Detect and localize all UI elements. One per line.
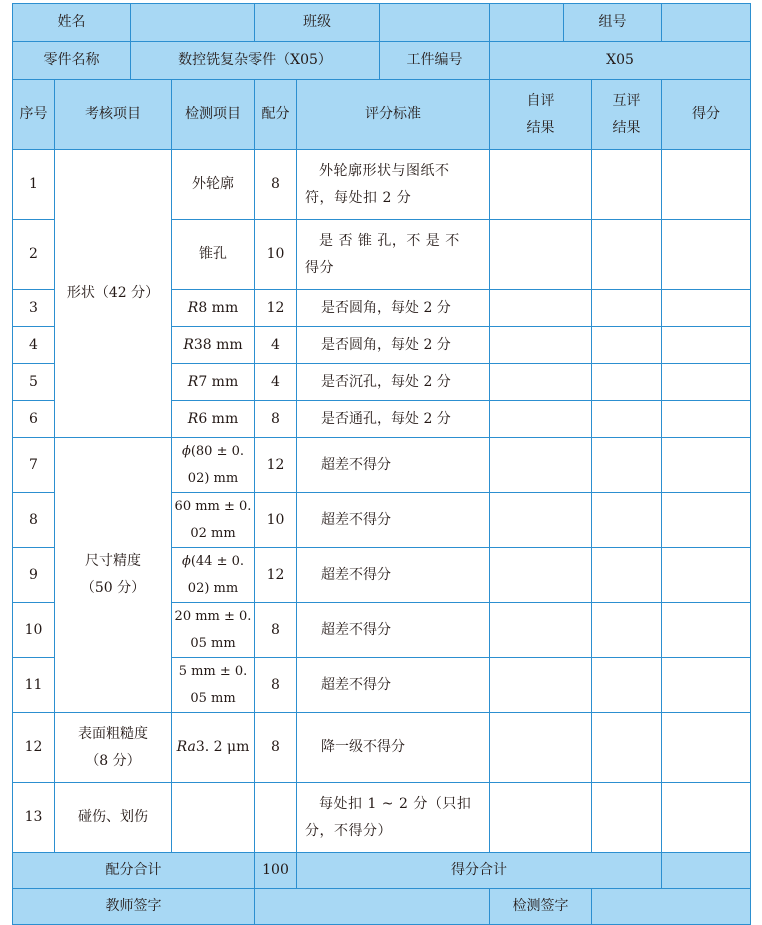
criteria-line: 得分 — [305, 259, 334, 276]
peer-eval-cell[interactable] — [592, 603, 662, 658]
check-value: 6 mm — [198, 410, 239, 427]
self-eval-cell[interactable] — [490, 327, 592, 364]
group-roughness — [55, 713, 172, 783]
points-total-label: 配分合计 — [13, 853, 255, 889]
score-cell[interactable] — [662, 438, 751, 493]
peer-eval-cell[interactable] — [592, 658, 662, 713]
row-check — [172, 290, 255, 327]
group-shape: 形状（42 分） — [55, 150, 172, 438]
row-points: 8 — [255, 603, 297, 658]
points-total-value: 100 — [255, 853, 297, 889]
group-label: 组号 — [564, 4, 662, 42]
check-value: 7 mm — [198, 373, 239, 390]
peer-eval-cell[interactable] — [592, 493, 662, 548]
row-check — [172, 548, 255, 603]
row-seq: 10 — [13, 603, 55, 658]
criteria-line: 每处扣 1 ~ 2 分（只扣 — [319, 795, 472, 812]
teacher-sign-label: 教师签字 — [13, 889, 255, 925]
col-points-header: 配分 — [255, 80, 297, 150]
group-dimension-line-2: （50 分） — [80, 580, 146, 596]
check-value: (80 ± 0. 02) mm — [187, 444, 245, 486]
score-cell[interactable] — [662, 658, 751, 713]
row-check — [172, 327, 255, 364]
table-row — [13, 438, 751, 493]
check-value: (44 ± 0. 02) mm — [187, 554, 245, 596]
self-eval-cell[interactable] — [490, 150, 592, 220]
row-points: 4 — [255, 327, 297, 364]
name-label: 姓名 — [13, 4, 131, 42]
group-field[interactable] — [662, 4, 751, 42]
row-seq: 11 — [13, 658, 55, 713]
row-points: 12 — [255, 438, 297, 493]
group-roughness-line-1: 表面粗糙度 — [78, 725, 148, 742]
criteria-line: 分，不得分） — [305, 822, 392, 839]
check-value: 8 mm — [198, 299, 239, 316]
row-check: 锥孔 — [172, 220, 255, 290]
check-prefix: ϕ — [181, 444, 191, 459]
self-eval-cell[interactable] — [490, 783, 592, 853]
row-criteria: 是否圆角，每处 2 分 — [297, 327, 490, 364]
score-cell[interactable] — [662, 220, 751, 290]
row-criteria: 超差不得分 — [297, 493, 490, 548]
check-value: 3. 2 μm — [195, 739, 250, 755]
score-cell[interactable] — [662, 548, 751, 603]
self-eval-cell[interactable] — [490, 364, 592, 401]
row-seq: 2 — [13, 220, 55, 290]
row-check — [172, 438, 255, 493]
criteria-line: 是 否 锥 孔，不 是 不 — [319, 232, 460, 249]
check-value: 5 mm ± 0. 05 mm — [178, 664, 248, 706]
table-row — [13, 783, 751, 853]
row-seq: 8 — [13, 493, 55, 548]
class-label: 班级 — [255, 4, 380, 42]
score-cell[interactable] — [662, 327, 751, 364]
row-seq: 13 — [13, 783, 55, 853]
row-seq: 4 — [13, 327, 55, 364]
inspector-sign-field[interactable] — [592, 889, 751, 925]
group-dimension-line-1: 尺寸精度 — [85, 553, 141, 569]
row-check — [172, 401, 255, 438]
self-eval-cell[interactable] — [490, 401, 592, 438]
self-eval-line-1: 自评 — [526, 92, 555, 109]
peer-eval-cell[interactable] — [592, 290, 662, 327]
table-row — [13, 713, 751, 783]
row-points: 10 — [255, 220, 297, 290]
row-seq: 6 — [13, 401, 55, 438]
row-points: 8 — [255, 713, 297, 783]
check-prefix: ϕ — [181, 554, 191, 569]
row-check — [172, 658, 255, 713]
row-check — [172, 713, 255, 783]
check-value: 38 mm — [193, 336, 243, 353]
peer-eval-line-1: 互评 — [612, 92, 641, 109]
criteria-line: 外轮廓形状与图纸不 — [319, 162, 450, 179]
row-points: 8 — [255, 150, 297, 220]
peer-eval-cell[interactable] — [592, 783, 662, 853]
teacher-sign-field[interactable] — [255, 889, 490, 925]
peer-eval-cell[interactable] — [592, 713, 662, 783]
col-peer-eval-header — [592, 80, 662, 150]
row-criteria: 超差不得分 — [297, 603, 490, 658]
self-eval-cell[interactable] — [490, 438, 592, 493]
check-value: 20 mm ± 0. 05 mm — [174, 609, 252, 651]
row-criteria: 是否通孔，每处 2 分 — [297, 401, 490, 438]
peer-eval-cell[interactable] — [592, 438, 662, 493]
score-cell[interactable] — [662, 783, 751, 853]
check-prefix: R — [187, 410, 199, 427]
criteria-line: 符，每处扣 2 分 — [305, 189, 412, 206]
self-eval-line-2: 结果 — [526, 119, 555, 136]
part-name-value: 数控铣复杂零件（X05） — [131, 42, 380, 80]
score-cell[interactable] — [662, 713, 751, 783]
self-eval-cell[interactable] — [490, 713, 592, 783]
peer-eval-cell[interactable] — [592, 364, 662, 401]
row-criteria — [297, 220, 490, 290]
row-criteria: 降一级不得分 — [297, 713, 490, 783]
row-criteria: 超差不得分 — [297, 438, 490, 493]
check-prefix: R — [187, 299, 199, 316]
row-criteria: 超差不得分 — [297, 548, 490, 603]
row-points: 8 — [255, 658, 297, 713]
col-seq-header: 序号 — [13, 80, 55, 150]
row-points: 8 — [255, 401, 297, 438]
assessment-table — [12, 3, 751, 925]
workpiece-no-value: X05 — [490, 42, 751, 80]
row-seq: 12 — [13, 713, 55, 783]
score-cell[interactable] — [662, 290, 751, 327]
row-check: 外轮廓 — [172, 150, 255, 220]
row-check — [172, 783, 255, 853]
peer-eval-cell[interactable] — [592, 401, 662, 438]
row-seq: 3 — [13, 290, 55, 327]
score-total-label: 得分合计 — [297, 853, 662, 889]
self-eval-cell[interactable] — [490, 493, 592, 548]
row-seq: 5 — [13, 364, 55, 401]
self-eval-cell[interactable] — [490, 658, 592, 713]
score-cell[interactable] — [662, 150, 751, 220]
row-points — [255, 783, 297, 853]
col-score-header: 得分 — [662, 80, 751, 150]
row-points: 12 — [255, 548, 297, 603]
peer-eval-cell[interactable] — [592, 220, 662, 290]
check-prefix: R — [183, 336, 194, 353]
peer-eval-cell[interactable] — [592, 548, 662, 603]
group-roughness-line-2: （8 分） — [85, 752, 141, 769]
row-points: 4 — [255, 364, 297, 401]
check-value: 60 mm ± 0. 02 mm — [174, 499, 252, 541]
score-cell[interactable] — [662, 493, 751, 548]
row-criteria — [297, 150, 490, 220]
self-eval-cell[interactable] — [490, 548, 592, 603]
name-field[interactable] — [131, 4, 255, 42]
row-criteria: 是否沉孔，每处 2 分 — [297, 364, 490, 401]
col-check-header: 检测项目 — [172, 80, 255, 150]
self-eval-cell[interactable] — [490, 603, 592, 658]
group-damage: 碰伤、划伤 — [55, 783, 172, 853]
row-check — [172, 364, 255, 401]
row-seq: 1 — [13, 150, 55, 220]
row-points: 12 — [255, 290, 297, 327]
peer-eval-cell[interactable] — [592, 327, 662, 364]
check-prefix: Ra — [176, 739, 196, 755]
score-total-field[interactable] — [662, 853, 751, 889]
group-dimension — [55, 438, 172, 713]
class-field-extra[interactable] — [490, 4, 564, 42]
col-criteria-header: 评分标准 — [297, 80, 490, 150]
row-check — [172, 493, 255, 548]
self-eval-cell[interactable] — [490, 220, 592, 290]
score-cell[interactable] — [662, 364, 751, 401]
row-seq: 7 — [13, 438, 55, 493]
class-field[interactable] — [380, 4, 490, 42]
row-check — [172, 603, 255, 658]
inspector-sign-label: 检测签字 — [490, 889, 592, 925]
score-cell[interactable] — [662, 603, 751, 658]
part-name-label: 零件名称 — [13, 42, 131, 80]
row-seq: 9 — [13, 548, 55, 603]
peer-eval-line-2: 结果 — [612, 119, 641, 136]
row-criteria: 是否圆角，每处 2 分 — [297, 290, 490, 327]
row-points: 10 — [255, 493, 297, 548]
table-row — [13, 150, 751, 220]
row-criteria — [297, 783, 490, 853]
peer-eval-cell[interactable] — [592, 150, 662, 220]
row-criteria: 超差不得分 — [297, 658, 490, 713]
workpiece-no-label: 工件编号 — [380, 42, 490, 80]
self-eval-cell[interactable] — [490, 290, 592, 327]
check-prefix: R — [187, 373, 199, 390]
col-item-header: 考核项目 — [55, 80, 172, 150]
score-cell[interactable] — [662, 401, 751, 438]
col-self-eval-header — [490, 80, 592, 150]
